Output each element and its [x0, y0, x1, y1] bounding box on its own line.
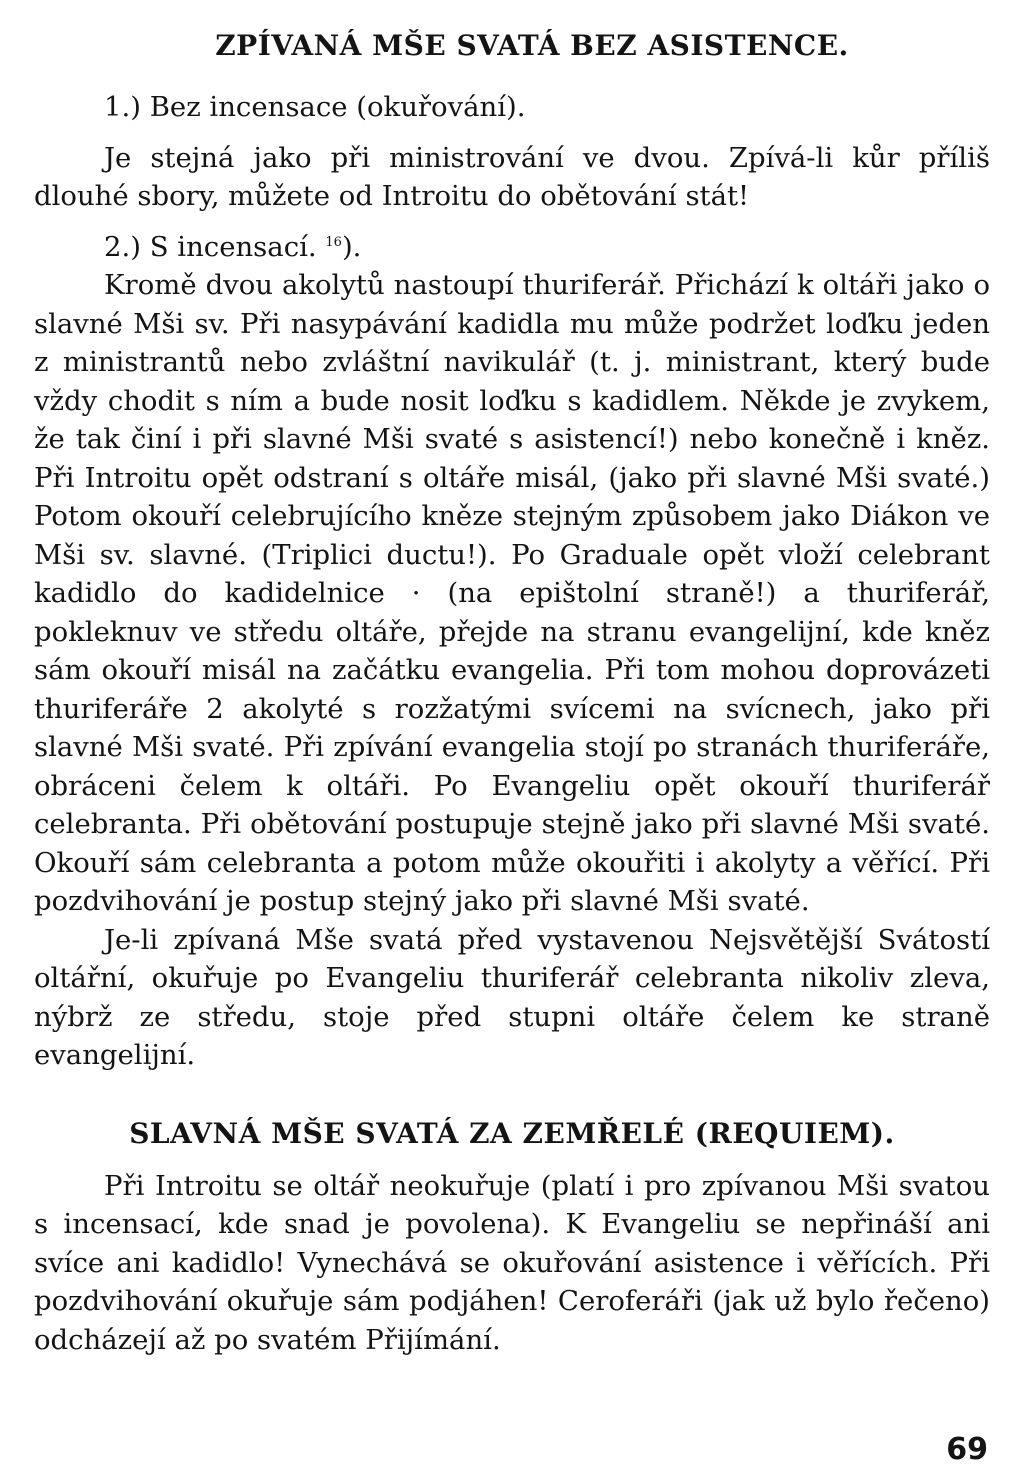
footnote-ref: 16: [325, 234, 342, 250]
item-without-incense: 1.) Bez incensace (okuřování).: [104, 91, 526, 123]
paragraph-requiem: Při Introitu se oltář neokuřuje (platí i pro zpívanou Mši svatou s incensací, kde snad je povolena). K Evangeliu se nepřináší ani svíce ani kadidlo! Vynechává se okuřování asistence i věřících. Při pozdvihování okuřuje sám podjáhen! Ceroferáři (jak už bylo řečeno) odcházejí až po svatém Přijímání.: [34, 1169, 990, 1356]
item-with-incense-label: 2.) S incensací.: [104, 230, 317, 263]
item-with-incense: [34, 228, 990, 267]
paragraph-thurifer: Kromě dvou akolytů nastoupí thuriferář. Přichází k oltáři jako o slavné Mši sv. Při nasypávání kadidla mu může podržet loďku jeden z ministrantů nebo zvláštní navikulář (t. j. ministrant, který bude vždy chodit s ním a bude nosit loďku s kadidlem. Někde je zvykem, že tak činí i při slavné Mši svaté s asistencí!) nebo konečně i kněz. Při Introitu opět odstraní s oltáře misál, (jako při slavné Mši svaté.) Potom okouří celebrujícího kněze stejným způsobem jako Diákon ve Mši sv. slavné. (Triplici ductu!). Po Graduale opět vloží celebrant kadidlo do kadidelnice · (na epištolní straně!) a thuriferář, pokleknuv ve středu oltáře, přejde na stranu evangelijní, kde kněz sám okouří misál na začátku evangelia. Při tom mohou doprovázeti thuriferáře 2 akolyté s rozžatými svícemi na svícnech, jako při slavné Mši svaté. Při zpívání evangelia stojí po stranách thuriferáře, obráceni čelem k oltáři. Po Evangeliu opět okouří thuriferář celebranta. Při obětování postupuje stejně jako při slavné Mši svaté. Okouří sám celebranta a potom může okouřiti i akolyty a věřící. Při pozdvihování je postup stejný jako při slavné Mši svaté.: [34, 269, 990, 917]
page: [34, 22, 990, 1359]
page-number: 69: [946, 1432, 988, 1467]
section-title-sung-mass: ZPÍVANÁ MŠE SVATÁ BEZ ASISTENCE.: [215, 29, 849, 62]
paragraph-exposed-sacrament: Je-li zpívaná Mše svatá před vystavenou Nejsvětější Svátostí oltářní, okuřuje po Evangeliu thuriferář celebranta nikoliv zleva, nýbrž ze středu, stoje před stupni oltáře čelem ke straně evangelijní.: [34, 923, 990, 1071]
section-title-requiem: SLAVNÁ MŠE SVATÁ ZA ZEMŘELÉ (REQUIEM).: [129, 1116, 895, 1150]
paragraph-sung-mass-intro: Je stejná jako při ministrování ve dvou. Zpívá-li kůr příliš dlouhé sbory, můžete od Introitu do obětování stát!: [34, 141, 990, 212]
item-with-incense-tail: ).: [341, 230, 362, 263]
